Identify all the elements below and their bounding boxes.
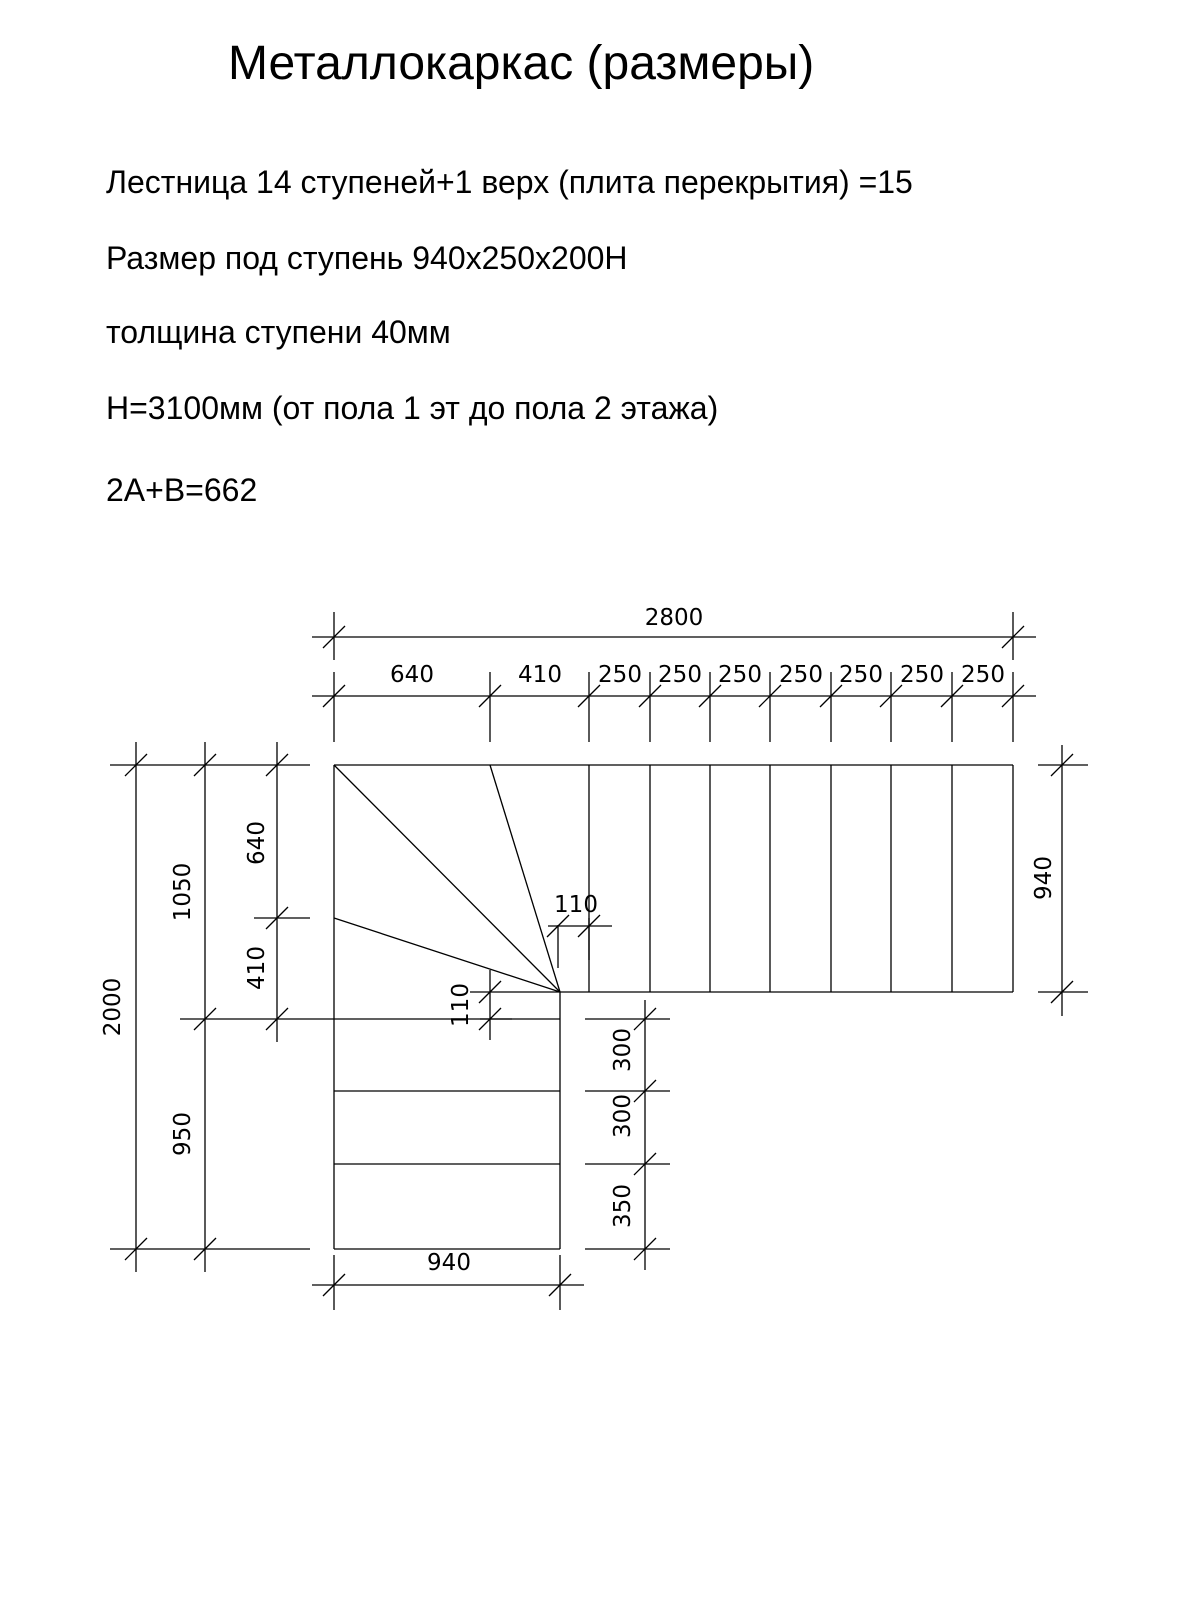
winder-line [334, 765, 560, 992]
dimension-label-top-segment: 250 [961, 662, 1005, 688]
stair-treads [334, 765, 952, 1164]
dimension-label-top-segment: 410 [518, 662, 562, 688]
dimension-label-lower-step: 300 [610, 1028, 636, 1072]
dimension-label-top-segment: 250 [718, 662, 762, 688]
stair-outline [334, 765, 1013, 1249]
dimension-label-top-segment: 250 [779, 662, 823, 688]
spec-floor-height: Н=3100мм (от пола 1 эт до пола 2 этажа) [106, 390, 719, 426]
spec-step-count: Лестница 14 ступеней+1 верх (плита перекрытия) =15 [106, 164, 913, 200]
dimension-label-left-upper: 1050 [170, 862, 196, 922]
dimension-label-bottom-width: 940 [427, 1250, 471, 1276]
spec-stride-formula: 2А+В=662 [106, 472, 258, 508]
winder-line [490, 765, 560, 992]
dimension-label-top-total: 2800 [644, 605, 704, 631]
dimension-label-top-segment: 250 [900, 662, 944, 688]
dimension-label-right-width: 940 [1031, 856, 1057, 900]
dimension-label-left-total: 2000 [100, 977, 126, 1037]
dimension-label-inner-410: 410 [244, 946, 270, 990]
spec-step-thickness: толщина ступени 40мм [106, 314, 451, 350]
dimension-label-lower-step: 350 [610, 1184, 636, 1228]
dimension-label-left-lower: 950 [170, 1112, 196, 1156]
winder-line [334, 918, 560, 992]
dimension-label-winder-top: 110 [554, 892, 598, 918]
dimension-label-inner-640: 640 [244, 821, 270, 865]
page-title: Металлокаркас (размеры) [228, 37, 815, 90]
dimension-label-top-segment: 250 [839, 662, 883, 688]
dimension-label-lower-step: 300 [610, 1094, 636, 1138]
dimension-label-top-segment: 640 [390, 662, 434, 688]
dimension-label-top-segment: 250 [598, 662, 642, 688]
spec-step-size: Размер под ступень 940x250x200Н [106, 240, 628, 276]
dimension-label-top-segment: 250 [658, 662, 702, 688]
dimension-label-winder-side: 110 [448, 983, 474, 1027]
